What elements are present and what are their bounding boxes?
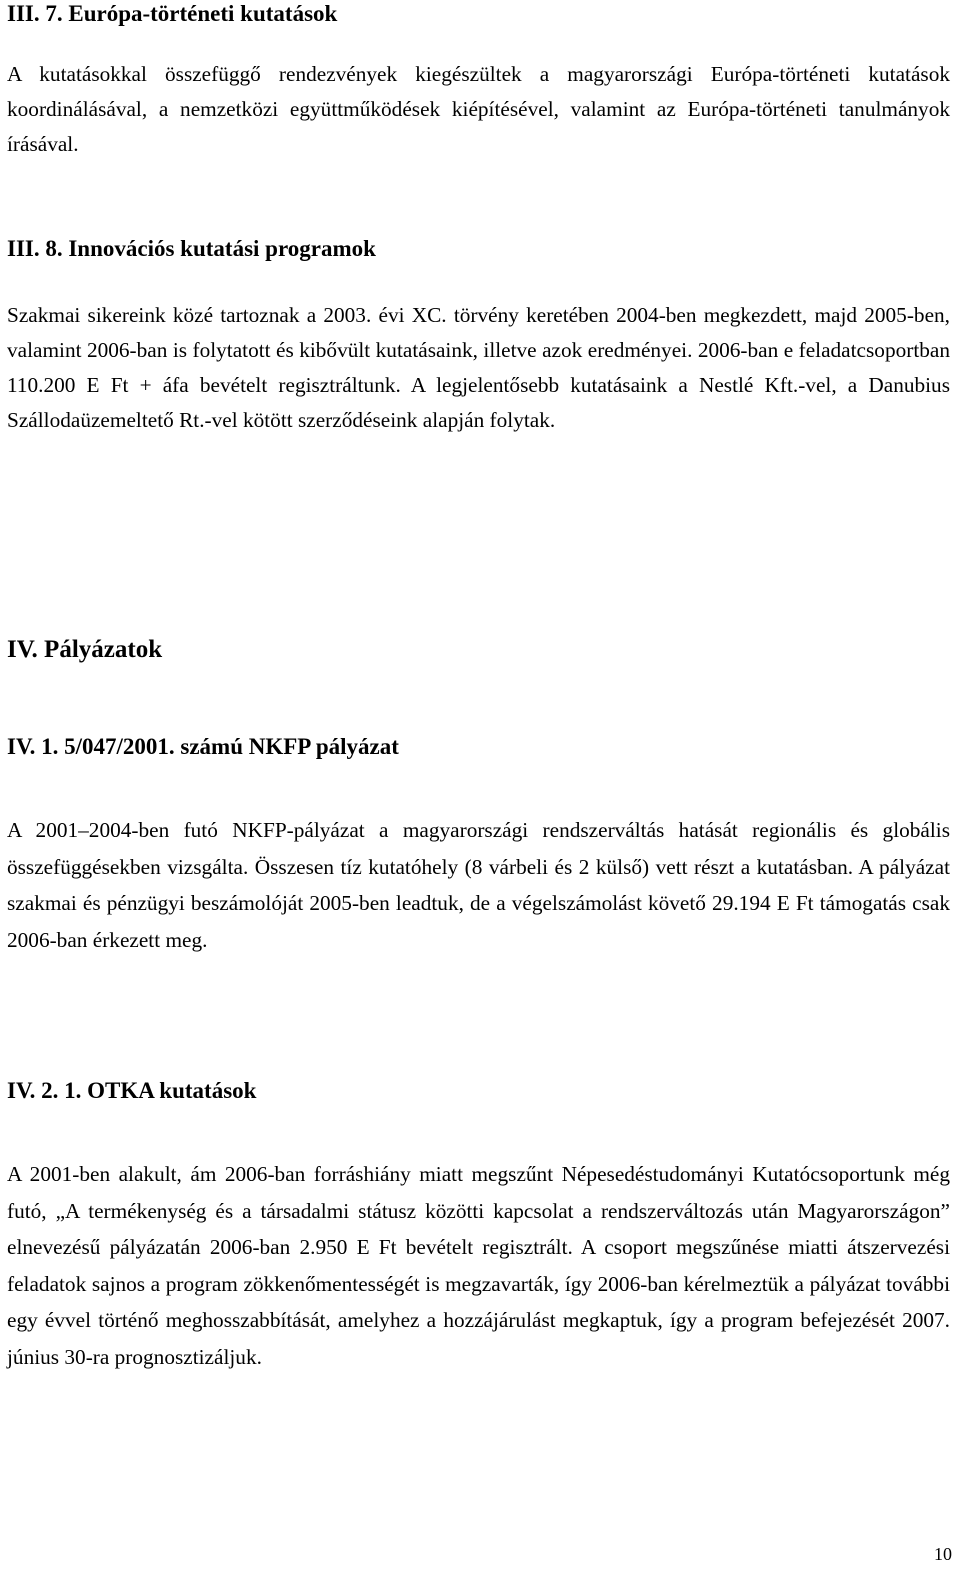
paragraph-innovation-programs: Szakmai sikereink közé tartoznak a 2003. évi XC. törvény keretében 2004-ben megkezdett, majd 2005-ben, valamint 2006-ban is folytatott és kibővült kutatásaink, illetve azok eredményei. 2006-ban e feladatcsoportban 110.200 E Ft + áfa bevételt regisztráltunk. A legjelentősebb kutatásaink a Nestlé Kft.-vel, a Danubius Szállodaüzemeltető Rt.-vel kötött szerződéseink alapján folytak.: [7, 303, 950, 432]
chapter-heading-applications: IV. Pályázatok: [7, 636, 163, 663]
page-number: 10: [934, 1544, 952, 1564]
paragraph-otka: A 2001-ben alakult, ám 2006-ban forráshiány miatt megszűnt Népesedéstudományi Kutatócsoportunk még futó, „A termékenység és a társadalmi státusz közötti kapcsolat a rendszerváltozás után Magyarországon” elnevezésű pályázatán 2006-ban 2.950 E Ft bevételt regisztrált. A csoport megszűnése miatti átszervezési feladatok sajnos a program zökkenőmentességét is megzavarták, így 2006-ban kérelmeztük a pályázat további egy évvel történő meghosszabbítását, amelyhez a hozzájárulást megkaptuk, így a program befejezését 2007. június 30-ra prognosztizáljuk.: [7, 1162, 950, 1369]
section-heading-nkfp: IV. 1. 5/047/2001. számú NKFP pályázat: [7, 734, 399, 759]
paragraph-europe-history: A kutatásokkal összefüggő rendezvények kiegészültek a magyarországi Európa-történeti kutatások koordinálásával, a nemzetközi együttműködések kiépítésével, valamint az Európa-történeti tanulmányok írásával.: [7, 62, 950, 156]
section-heading-europe-history: III. 7. Európa-történeti kutatások: [7, 1, 338, 26]
paragraph-nkfp: A 2001–2004-ben futó NKFP-pályázat a magyarországi rendszerváltás hatását regionális és globális összefüggésekben vizsgálta. Összesen tíz kutatóhely (8 várbeli és 2 külső) vett részt a kutatásban. A pályázat szakmai és pénzügyi beszámolóját 2005-ben leadtuk, de a végelszámolást követő 29.194 E Ft támogatás csak 2006-ban érkezett meg.: [7, 818, 950, 952]
section-heading-otka: IV. 2. 1. OTKA kutatások: [7, 1078, 257, 1103]
section-heading-innovation-programs: III. 8. Innovációs kutatási programok: [7, 236, 376, 261]
